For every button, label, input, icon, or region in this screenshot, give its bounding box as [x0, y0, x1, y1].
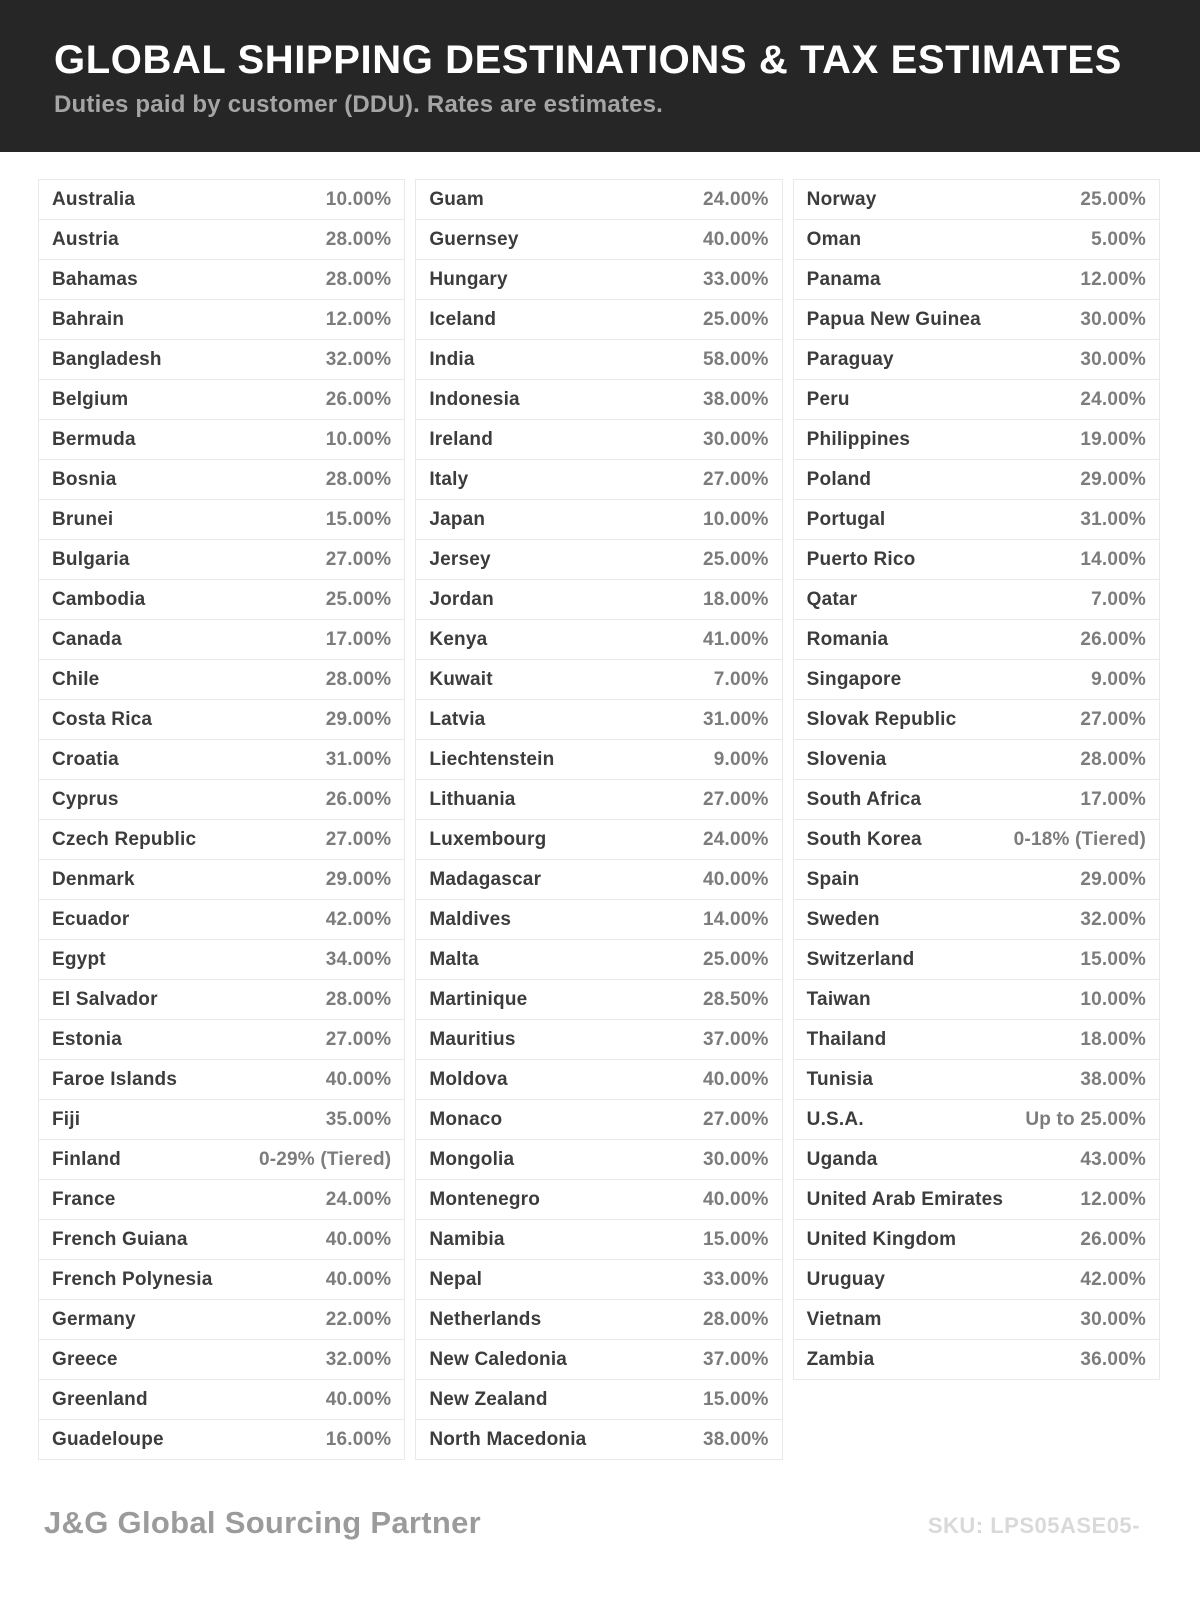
tax-rate: 0-18% (Tiered)	[1013, 828, 1146, 850]
table-row	[38, 860, 405, 900]
table-row	[38, 540, 405, 580]
table-row	[38, 1060, 405, 1100]
tax-rate: 37.00%	[703, 1348, 769, 1370]
country-name: Sweden	[806, 908, 880, 930]
tax-rate: 32.00%	[1080, 908, 1146, 930]
table-row	[415, 420, 782, 460]
country-name: Bosnia	[52, 468, 117, 490]
table-row	[38, 1180, 405, 1220]
country-name: Belgium	[52, 388, 129, 410]
country-name: Uruguay	[806, 1268, 886, 1290]
table-row	[38, 740, 405, 780]
country-name: Bulgaria	[52, 548, 130, 570]
country-name: Namibia	[429, 1228, 505, 1250]
table-row	[793, 1020, 1160, 1060]
tax-rate: 27.00%	[325, 828, 392, 850]
country-name: Bangladesh	[52, 348, 162, 370]
table-row	[415, 980, 782, 1020]
country-name: Mauritius	[429, 1028, 516, 1050]
table-row	[38, 1260, 405, 1300]
tax-rate: 34.00%	[325, 948, 392, 970]
table-row	[38, 1220, 405, 1260]
table-row	[38, 780, 405, 820]
country-name: Jersey	[429, 548, 491, 570]
table-row	[38, 700, 405, 740]
table-row	[38, 1420, 405, 1460]
country-name: Slovak Republic	[806, 708, 957, 730]
country-name: Maldives	[429, 908, 512, 930]
tax-rate: 9.00%	[1091, 668, 1146, 690]
tax-rate: 12.00%	[325, 308, 392, 330]
tax-rate: 28.00%	[703, 1308, 769, 1330]
tax-rate: 17.00%	[325, 628, 392, 650]
country-name: Slovenia	[806, 748, 887, 770]
table-row	[415, 660, 782, 700]
country-name: Cambodia	[52, 588, 146, 610]
country-name: New Caledonia	[429, 1348, 568, 1370]
table-row	[793, 260, 1160, 300]
table-row	[793, 340, 1160, 380]
tax-rate: 29.00%	[1080, 468, 1146, 490]
country-name: Hungary	[429, 268, 508, 290]
country-name: Bahrain	[52, 308, 125, 330]
table-row	[38, 420, 405, 460]
country-name: Australia	[52, 188, 136, 210]
table-row	[415, 220, 782, 260]
table-row	[38, 580, 405, 620]
table-row	[415, 340, 782, 380]
tax-rate: 40.00%	[703, 228, 769, 250]
tax-rate: 27.00%	[703, 1108, 769, 1130]
table-row	[415, 260, 782, 300]
sku-label: SKU: LPS05ASE05-	[927, 1513, 1140, 1538]
table-row	[793, 980, 1160, 1020]
table-row	[415, 1340, 782, 1380]
tax-rate: 30.00%	[1080, 348, 1146, 370]
country-name: Luxembourg	[429, 828, 547, 850]
tax-rate: Up to 25.00%	[1025, 1108, 1146, 1130]
table-row	[793, 1100, 1160, 1140]
table-row	[38, 260, 405, 300]
tax-rate: 30.00%	[1080, 308, 1146, 330]
table-row	[38, 900, 405, 940]
table-row	[793, 620, 1160, 660]
country-name: Bermuda	[52, 428, 136, 450]
country-name: Mongolia	[429, 1148, 515, 1170]
tax-rate: 25.00%	[703, 548, 769, 570]
table-row	[793, 500, 1160, 540]
table-row	[38, 1300, 405, 1340]
tax-rate: 24.00%	[703, 828, 769, 850]
country-name: Japan	[429, 508, 486, 530]
country-name: El Salvador	[52, 988, 158, 1010]
table-row	[793, 540, 1160, 580]
table-row	[415, 1420, 782, 1460]
tax-rate: 33.00%	[703, 268, 769, 290]
country-name: Romania	[806, 628, 889, 650]
table-row	[415, 1020, 782, 1060]
country-name: Uganda	[806, 1148, 878, 1170]
table-row	[38, 180, 405, 220]
table-row	[38, 980, 405, 1020]
country-name: Vietnam	[806, 1308, 882, 1330]
table-row	[793, 660, 1160, 700]
table-row	[415, 500, 782, 540]
table-row	[415, 180, 782, 220]
tax-rate: 24.00%	[703, 188, 769, 210]
tax-rate: 25.00%	[325, 588, 392, 610]
country-name: Latvia	[429, 708, 486, 730]
table-row	[38, 380, 405, 420]
country-name: United Arab Emirates	[806, 1188, 1004, 1210]
country-name: Panama	[806, 268, 881, 290]
country-name: Tunisia	[806, 1068, 874, 1090]
tax-rate: 43.00%	[1080, 1148, 1146, 1170]
country-name: Singapore	[806, 668, 902, 690]
tax-rate: 28.50%	[703, 988, 769, 1010]
country-name: South Africa	[806, 788, 922, 810]
tax-rate: 12.00%	[1080, 1188, 1146, 1210]
country-name: Italy	[429, 468, 469, 490]
country-name: Martinique	[429, 988, 528, 1010]
table-row	[415, 1140, 782, 1180]
rates-grid	[38, 179, 1160, 1460]
table-row	[415, 1260, 782, 1300]
tax-rate: 28.00%	[1080, 748, 1146, 770]
tax-rate: 30.00%	[703, 428, 769, 450]
tax-rate: 33.00%	[703, 1268, 769, 1290]
country-name: Germany	[52, 1308, 136, 1330]
tax-rate: 25.00%	[703, 308, 769, 330]
country-name: Kuwait	[429, 668, 493, 690]
table-row	[793, 1220, 1160, 1260]
tax-rate: 14.00%	[703, 908, 769, 930]
tax-rate: 37.00%	[703, 1028, 769, 1050]
tax-rate: 28.00%	[325, 468, 392, 490]
table-row	[38, 460, 405, 500]
tax-rate: 25.00%	[1080, 188, 1146, 210]
table-row	[415, 380, 782, 420]
tax-rate: 26.00%	[1080, 1228, 1146, 1250]
country-name: French Guiana	[52, 1228, 188, 1250]
tax-rate: 32.00%	[325, 348, 392, 370]
table-row	[793, 1180, 1160, 1220]
country-name: Montenegro	[429, 1188, 541, 1210]
country-name: Ecuador	[52, 908, 130, 930]
tax-rate: 26.00%	[325, 788, 392, 810]
table-row	[793, 460, 1160, 500]
country-name: Paraguay	[806, 348, 894, 370]
country-name: Croatia	[52, 748, 119, 770]
table-row	[793, 1140, 1160, 1180]
tax-rate: 31.00%	[703, 708, 769, 730]
table-row	[38, 1380, 405, 1420]
tax-rate: 40.00%	[325, 1268, 392, 1290]
tax-rate: 18.00%	[703, 588, 769, 610]
country-name: Guadeloupe	[52, 1428, 164, 1450]
tax-rate: 38.00%	[1080, 1068, 1146, 1090]
country-name: Spain	[806, 868, 860, 890]
country-name: Indonesia	[429, 388, 520, 410]
table-row	[415, 540, 782, 580]
country-name: Fiji	[52, 1108, 81, 1130]
country-name: Costa Rica	[52, 708, 153, 730]
country-name: Faroe Islands	[52, 1068, 178, 1090]
tax-rate: 42.00%	[325, 908, 392, 930]
table-row	[793, 220, 1160, 260]
table-row	[415, 1220, 782, 1260]
table-row	[415, 940, 782, 980]
country-name: Kenya	[429, 628, 488, 650]
table-row	[415, 1300, 782, 1340]
tax-rate: 36.00%	[1080, 1348, 1146, 1370]
table-row	[793, 420, 1160, 460]
table-row	[793, 940, 1160, 980]
tax-rate: 15.00%	[1080, 948, 1146, 970]
tax-rate: 38.00%	[703, 1428, 769, 1450]
tax-rate: 22.00%	[325, 1308, 392, 1330]
country-name: Thailand	[806, 1028, 887, 1050]
table-row	[38, 1340, 405, 1380]
tax-rate: 16.00%	[325, 1428, 392, 1450]
country-name: France	[52, 1188, 116, 1210]
tax-rate: 32.00%	[325, 1348, 392, 1370]
table-row	[415, 740, 782, 780]
country-name: Greenland	[52, 1388, 148, 1410]
tax-rate: 26.00%	[1080, 628, 1146, 650]
table-row	[415, 780, 782, 820]
country-name: Moldova	[429, 1068, 508, 1090]
tax-rate: 7.00%	[713, 668, 769, 690]
tax-rate: 27.00%	[1080, 708, 1146, 730]
table-row	[415, 860, 782, 900]
table-row	[38, 340, 405, 380]
tax-rate: 58.00%	[703, 348, 769, 370]
country-name: South Korea	[806, 828, 922, 850]
tax-rate: 29.00%	[325, 868, 392, 890]
tax-rate: 41.00%	[703, 628, 769, 650]
table-row	[415, 300, 782, 340]
tax-rate: 27.00%	[703, 788, 769, 810]
tax-rate: 40.00%	[703, 1068, 769, 1090]
tax-rate: 24.00%	[1080, 388, 1146, 410]
table-row	[38, 620, 405, 660]
rate-column	[793, 179, 1160, 1380]
tax-rate: 42.00%	[1080, 1268, 1146, 1290]
tax-rate: 10.00%	[325, 428, 392, 450]
table-row	[38, 940, 405, 980]
table-row	[793, 180, 1160, 220]
table-row	[38, 500, 405, 540]
tax-rate: 10.00%	[325, 188, 392, 210]
table-row	[793, 780, 1160, 820]
country-name: Monaco	[429, 1108, 503, 1130]
table-row	[793, 900, 1160, 940]
table-row	[38, 1100, 405, 1140]
tax-rate: 30.00%	[703, 1148, 769, 1170]
tax-rate: 5.00%	[1091, 228, 1146, 250]
tax-rate: 15.00%	[325, 508, 392, 530]
country-name: Madagascar	[429, 868, 542, 890]
table-row	[38, 820, 405, 860]
country-name: U.S.A.	[806, 1108, 864, 1130]
table-row	[415, 1180, 782, 1220]
tax-rate: 28.00%	[325, 668, 392, 690]
country-name: Lithuania	[429, 788, 516, 810]
country-name: Philippines	[806, 428, 911, 450]
tax-rate: 27.00%	[325, 548, 392, 570]
table-row	[38, 220, 405, 260]
tax-rate: 28.00%	[325, 988, 392, 1010]
table-row	[793, 1300, 1160, 1340]
tax-rate: 26.00%	[325, 388, 392, 410]
tax-rate: 10.00%	[1080, 988, 1146, 1010]
table-row	[415, 820, 782, 860]
rate-column	[38, 179, 405, 1460]
table-row	[415, 1060, 782, 1100]
country-name: Guernsey	[429, 228, 519, 250]
table-row	[38, 1020, 405, 1060]
country-name: Austria	[52, 228, 119, 250]
tax-rate: 28.00%	[325, 268, 392, 290]
tax-rate: 18.00%	[1080, 1028, 1146, 1050]
tax-rate: 27.00%	[325, 1028, 392, 1050]
tax-rate: 12.00%	[1080, 268, 1146, 290]
tax-rate: 30.00%	[1080, 1308, 1146, 1330]
country-name: Egypt	[52, 948, 106, 970]
country-name: Nepal	[429, 1268, 483, 1290]
brand-name: J&G Global Sourcing Partner	[44, 1505, 482, 1540]
tax-rate: 31.00%	[325, 748, 392, 770]
country-name: Ireland	[429, 428, 494, 450]
tax-rate: 28.00%	[325, 228, 392, 250]
table-row	[415, 620, 782, 660]
country-name: Estonia	[52, 1028, 123, 1050]
tax-rate: 40.00%	[325, 1388, 392, 1410]
tax-rate: 7.00%	[1091, 588, 1146, 610]
table-row	[793, 1260, 1160, 1300]
table-row	[415, 580, 782, 620]
header-banner	[0, 0, 1200, 152]
table-row	[793, 580, 1160, 620]
country-name: North Macedonia	[429, 1428, 587, 1450]
table-row	[793, 860, 1160, 900]
tax-rate: 9.00%	[713, 748, 769, 770]
page-subtitle: Duties paid by customer (DDU). Rates are estimates.	[54, 91, 664, 118]
country-name: Liechtenstein	[429, 748, 555, 770]
country-name: Denmark	[52, 868, 135, 890]
footer	[38, 1505, 1160, 1541]
table-row	[793, 380, 1160, 420]
rate-column	[415, 179, 782, 1460]
country-name: Jordan	[429, 588, 494, 610]
country-name: Iceland	[429, 308, 497, 330]
country-name: Malta	[429, 948, 479, 970]
tax-rate: 35.00%	[325, 1108, 392, 1130]
country-name: Bahamas	[52, 268, 138, 290]
country-name: Guam	[429, 188, 484, 210]
tax-rate: 15.00%	[703, 1228, 769, 1250]
country-name: Czech Republic	[52, 828, 197, 850]
country-name: United Kingdom	[806, 1228, 957, 1250]
country-name: Brunei	[52, 508, 114, 530]
country-name: Papua New Guinea	[806, 308, 981, 330]
tax-rate: 29.00%	[325, 708, 392, 730]
table-row	[415, 460, 782, 500]
country-name: New Zealand	[429, 1388, 548, 1410]
tax-rate: 14.00%	[1080, 548, 1146, 570]
table-row	[793, 1060, 1160, 1100]
country-name: Zambia	[806, 1348, 875, 1370]
tax-rate: 38.00%	[703, 388, 769, 410]
tax-rate: 10.00%	[703, 508, 769, 530]
country-name: Canada	[52, 628, 122, 650]
tax-rate: 29.00%	[1080, 868, 1146, 890]
table-row	[793, 1340, 1160, 1380]
tax-rate: 24.00%	[325, 1188, 392, 1210]
table-row	[793, 300, 1160, 340]
country-name: Netherlands	[429, 1308, 542, 1330]
table-row	[793, 820, 1160, 860]
tax-rate: 0-29% (Tiered)	[258, 1148, 392, 1170]
table-row	[415, 900, 782, 940]
country-name: India	[429, 348, 475, 370]
table-row	[793, 700, 1160, 740]
tax-rate: 19.00%	[1080, 428, 1146, 450]
tax-rate: 40.00%	[703, 868, 769, 890]
country-name: Finland	[52, 1148, 121, 1170]
tax-rate: 15.00%	[703, 1388, 769, 1410]
country-name: Qatar	[806, 588, 858, 610]
tax-rate: 31.00%	[1080, 508, 1146, 530]
country-name: Cyprus	[52, 788, 119, 810]
tax-rate: 27.00%	[703, 468, 769, 490]
tax-rate: 40.00%	[703, 1188, 769, 1210]
country-name: French Polynesia	[52, 1268, 213, 1290]
country-name: Peru	[806, 388, 850, 410]
country-name: Switzerland	[806, 948, 915, 970]
table-row	[415, 1380, 782, 1420]
tax-rate: 40.00%	[325, 1068, 392, 1090]
country-name: Greece	[52, 1348, 118, 1370]
country-name: Chile	[52, 668, 100, 690]
tax-rate: 25.00%	[703, 948, 769, 970]
table-row	[415, 1100, 782, 1140]
table-row	[38, 1140, 405, 1180]
table-row	[415, 700, 782, 740]
country-name: Oman	[806, 228, 862, 250]
tax-rate: 40.00%	[325, 1228, 392, 1250]
table-row	[38, 300, 405, 340]
country-name: Norway	[806, 188, 877, 210]
table-row	[38, 660, 405, 700]
page-title: GLOBAL SHIPPING DESTINATIONS & TAX ESTIMATES	[54, 38, 1122, 82]
country-name: Puerto Rico	[806, 548, 916, 570]
tax-rate: 17.00%	[1080, 788, 1146, 810]
country-name: Portugal	[806, 508, 886, 530]
table-row	[793, 740, 1160, 780]
country-name: Poland	[806, 468, 872, 490]
country-name: Taiwan	[806, 988, 871, 1010]
